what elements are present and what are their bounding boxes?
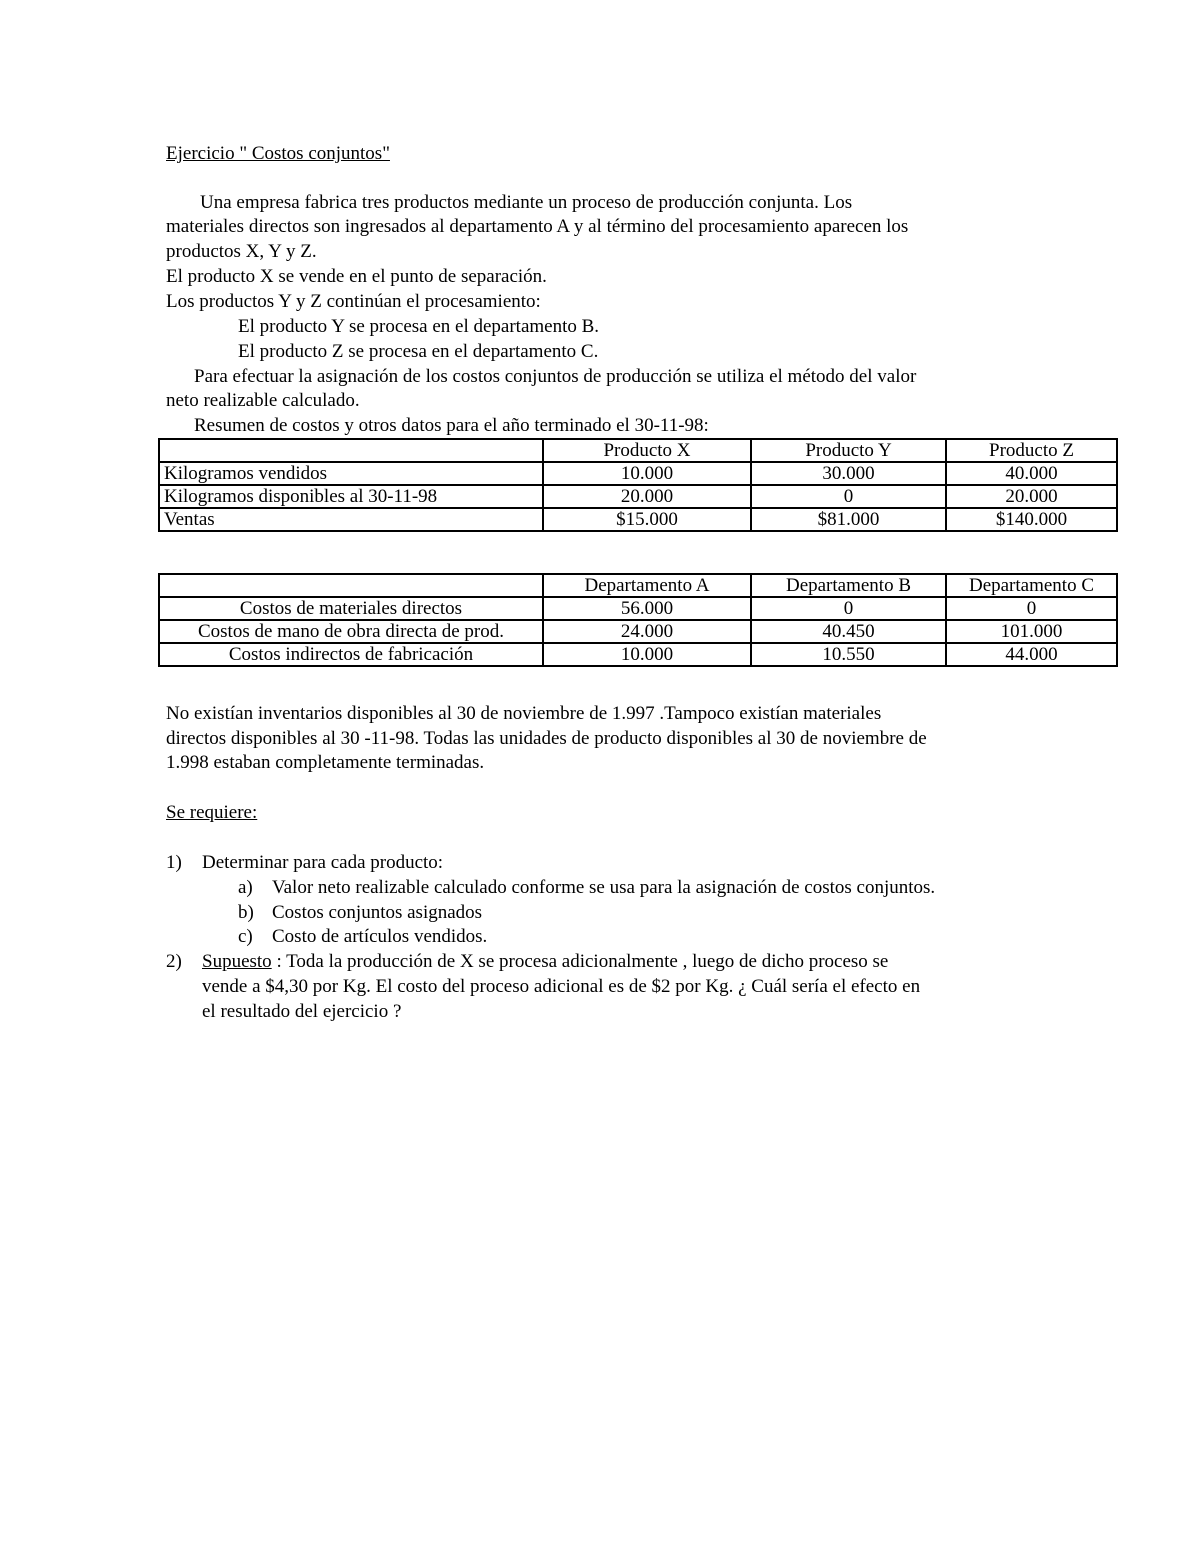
table-header-cell: Departamento B: [751, 574, 946, 597]
sub-item-c-text: Costo de artículos vendidos.: [272, 926, 488, 947]
table-header-cell: Departamento A: [543, 574, 751, 597]
table-cell: $15.000: [543, 508, 751, 531]
sub-item-b-text: Costos conjuntos asignados: [272, 902, 483, 923]
table-cell: 20.000: [946, 485, 1117, 508]
table-cell: 10.550: [751, 643, 946, 666]
item-1-number: 1): [166, 852, 182, 873]
intro-line-9: neto realizable calculado.: [166, 390, 360, 411]
item-2-line-2: vende a $4,30 por Kg. El costo del proceso adicional es de $2 por Kg. ¿ Cuál sería el efecto en: [202, 976, 921, 997]
products-table: [158, 438, 1118, 532]
row-label: Costos de materiales directos: [159, 597, 543, 620]
sub-item-a-text: Valor neto realizable calculado conforme se usa para la asignación de costos conjuntos.: [272, 877, 936, 898]
table-header-row: [159, 439, 1117, 462]
requirements-heading: Se requiere:: [166, 802, 258, 823]
sub-item-a-label: a): [238, 877, 253, 898]
table-cell: 24.000: [543, 620, 751, 643]
item-2-line-1-rest: : Toda la producción de X se procesa adicionalmente , luego de dicho proceso se: [271, 951, 889, 972]
intro-line-10: Resumen de costos y otros datos para el año terminado el 30-11-98:: [194, 415, 709, 436]
table-cell: 20.000: [543, 485, 751, 508]
row-label: Ventas: [159, 508, 543, 531]
table-cell: 56.000: [543, 597, 751, 620]
table-cell: 44.000: [946, 643, 1117, 666]
row-label: Costos indirectos de fabricación: [159, 643, 543, 666]
table-row: [159, 462, 1117, 485]
departments-table: [158, 573, 1118, 667]
notes-line-2: directos disponibles al 30 -11-98. Todas las unidades de producto disponibles al 30 de noviembre de: [166, 728, 927, 749]
sub-item-b-label: b): [238, 902, 254, 923]
table-header-cell: Departamento C: [946, 574, 1117, 597]
intro-line-8: Para efectuar la asignación de los costos conjuntos de producción se utiliza el método del valor: [194, 366, 917, 387]
intro-line-4: El producto X se vende en el punto de separación.: [166, 266, 547, 287]
table-cell: 10.000: [543, 643, 751, 666]
item-1-text: Determinar para cada producto:: [202, 852, 444, 873]
intro-line-5: Los productos Y y Z continúan el procesamiento:: [166, 291, 541, 312]
table-cell: 0: [751, 485, 946, 508]
table-header-cell: Producto Z: [946, 439, 1117, 462]
table-header-row: [159, 574, 1117, 597]
row-label: Kilogramos vendidos: [159, 462, 543, 485]
document-title: Ejercicio " Costos conjuntos": [166, 143, 390, 164]
table-cell: 10.000: [543, 462, 751, 485]
intro-line-2: materiales directos son ingresados al departamento A y al término del procesamiento aparecen los: [166, 216, 909, 237]
item-2-number: 2): [166, 951, 182, 972]
table-cell: $140.000: [946, 508, 1117, 531]
table-row: [159, 485, 1117, 508]
table-row: [159, 597, 1117, 620]
table-header-cell: [159, 574, 543, 597]
intro-line-7: El producto Z se procesa en el departamento C.: [238, 341, 599, 362]
notes-line-1: No existían inventarios disponibles al 30 de noviembre de 1.997 .Tampoco existían materiales: [166, 703, 882, 724]
table-row: [159, 508, 1117, 531]
intro-line-3: productos X, Y y Z.: [166, 241, 317, 262]
item-2-line-3: el resultado del ejercicio ?: [202, 1001, 402, 1022]
intro-line-1: Una empresa fabrica tres productos mediante un proceso de producción conjunta. Los: [200, 192, 853, 213]
table-cell: 101.000: [946, 620, 1117, 643]
table-cell: 40.000: [946, 462, 1117, 485]
table-cell: 30.000: [751, 462, 946, 485]
notes-line-3: 1.998 estaban completamente terminadas.: [166, 752, 485, 773]
table-header-cell: Producto Y: [751, 439, 946, 462]
item-2-line-1: [202, 950, 888, 974]
table-row: [159, 620, 1117, 643]
table-cell: $81.000: [751, 508, 946, 531]
supuesto-label: Supuesto: [202, 951, 272, 972]
row-label: Costos de mano de obra directa de prod.: [159, 620, 543, 643]
intro-line-6: El producto Y se procesa en el departamento B.: [238, 316, 600, 337]
table-header-cell: Producto X: [543, 439, 751, 462]
table-header-cell: [159, 439, 543, 462]
table-cell: 0: [751, 597, 946, 620]
table-row: [159, 643, 1117, 666]
row-label: Kilogramos disponibles al 30-11-98: [159, 485, 543, 508]
sub-item-c-label: c): [238, 926, 253, 947]
table-cell: 40.450: [751, 620, 946, 643]
table-cell: 0: [946, 597, 1117, 620]
